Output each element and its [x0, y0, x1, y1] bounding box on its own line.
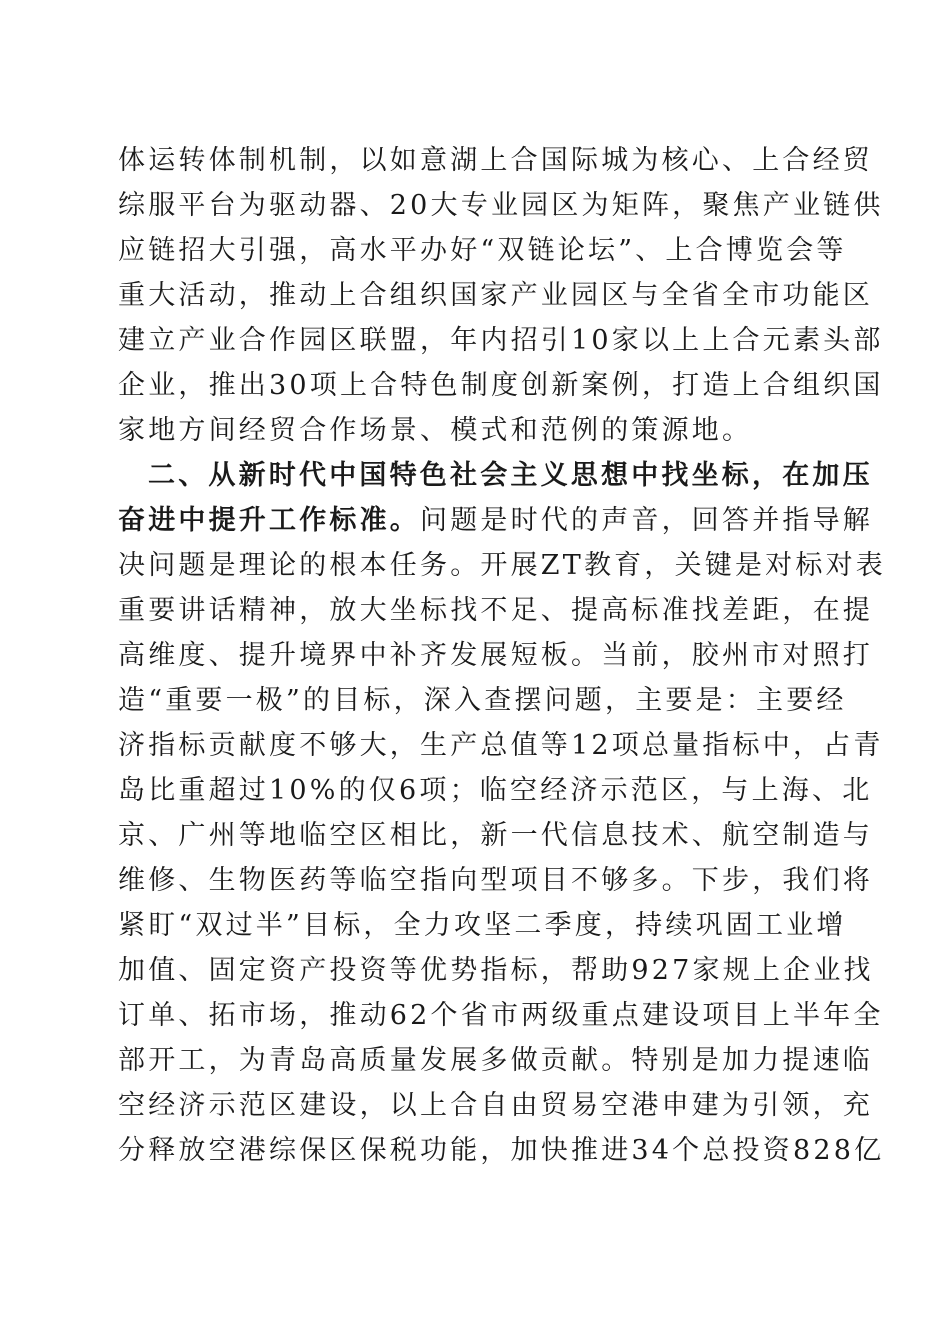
text-line: 重要讲话精神，放大坐标找不足、提高标准找差距，在提	[118, 595, 873, 626]
text-line: 综服平台为驱动器、20大专业园区为矩阵，聚焦产业链供	[118, 190, 884, 221]
text-line: 维修、生物医药等临空指向型项目不够多。下步，我们将	[118, 865, 873, 896]
text-line: 体运转体制机制，以如意湖上合国际城为核心、上合经贸	[118, 145, 873, 176]
text-line: 京、广州等地临空区相比，新一代信息技术、航空制造与	[118, 820, 873, 851]
text-segment: 问题是时代的声音，回答并指导解	[420, 505, 873, 536]
text-line: 部开工，为青岛高质量发展多做贡献。特别是加力提速临	[118, 1045, 873, 1076]
text-line: 加值、固定资产投资等优势指标，帮助927家规上企业找	[118, 955, 874, 986]
text-line: 造“重要一极”的目标，深入查摆问题，主要是：主要经	[118, 685, 847, 716]
text-line: 分释放空港综保区保税功能，加快推进34个总投资828亿	[118, 1135, 885, 1166]
text-line: 建立产业合作园区联盟，年内招引10家以上上合元素头部	[118, 325, 884, 356]
text-line: 家地方间经贸合作场景、模式和范例的策源地。	[118, 415, 753, 446]
text-line: 重大活动，推动上合组织国家产业园区与全省全市功能区	[118, 280, 873, 311]
text-line: 空经济示范区建设，以上合自由贸易空港申建为引领，充	[118, 1090, 873, 1121]
section-heading-line: 二、从新时代中国特色社会主义思想中找坐标，在加压	[148, 460, 873, 491]
body-text	[118, 138, 886, 1173]
text-line: 高维度、提升境界中补齐发展短板。当前，胶州市对照打	[118, 640, 873, 671]
text-line: 订单、拓市场，推动62个省市两级重点建设项目上半年全	[118, 1000, 884, 1031]
section-heading-tail: 奋进中提升工作标准。	[118, 505, 420, 536]
text-line: 企业，推出30项上合特色制度创新案例，打造上合组织国	[118, 370, 884, 401]
text-line: 应链招大引强，高水平办好“双链论坛”、上合博览会等	[118, 235, 847, 266]
text-line: 决问题是理论的根本任务。开展ZT教育，关键是对标对表	[118, 550, 886, 581]
text-line: 岛比重超过10%的仅6项；临空经济示范区，与上海、北	[118, 775, 873, 806]
text-line: 济指标贡献度不够大，生产总值等12项总量指标中，占青	[118, 730, 884, 761]
text-line: 紧盯“双过半”目标，全力攻坚二季度，持续巩固工业增	[118, 910, 847, 941]
text-line	[118, 498, 873, 543]
